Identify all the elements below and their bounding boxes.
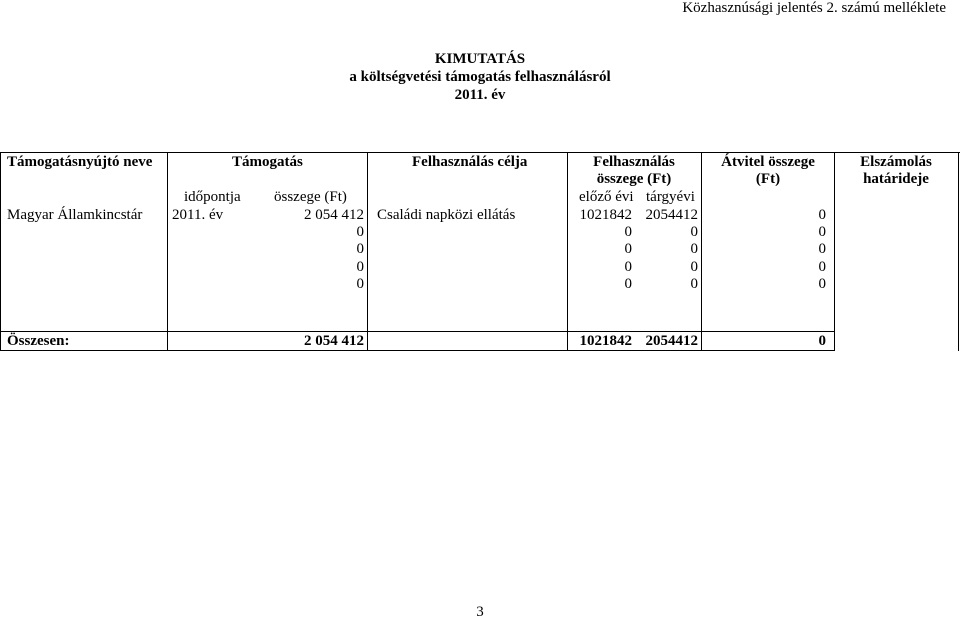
row2-previous: 0 [624,224,632,240]
row1-current: 2054412 [645,207,698,223]
col-border-purpose [567,152,568,351]
document-reference: Közhasznúsági jelentés 2. számú melléklete [682,0,946,16]
subheader-previous-year: előző évi [579,189,634,205]
row2-current: 0 [690,224,698,240]
row1-purpose: Családi napközi ellátás [377,207,516,223]
row3-previous: 0 [624,241,632,257]
header-purpose: Felhasználás célja [412,154,528,170]
total-previous: 1021842 [579,333,632,349]
header-transfer-amount: Átvitel összege (Ft) [721,154,815,187]
row1-transfer: 0 [818,207,826,223]
total-row-top-border [0,331,834,332]
total-row-bottom-border [0,350,834,351]
col-border-transfer [834,152,835,351]
subheader-current-year: tárgyévi [646,189,695,205]
row2-amount: 0 [356,224,364,240]
col-border-usage [701,152,702,351]
row4-previous: 0 [624,259,632,275]
row5-current: 0 [690,276,698,292]
title-block [0,50,960,104]
row2-transfer: 0 [818,224,826,240]
header-donor: Támogatásnyújtó neve [7,154,153,170]
row1-previous: 1021842 [579,207,632,223]
row1-donor: Magyar Államkincstár [7,207,143,223]
row4-amount: 0 [356,259,364,275]
row5-amount: 0 [356,276,364,292]
total-amount: 2 054 412 [304,333,364,349]
col-border-donor [167,152,168,351]
total-label: Összesen: [7,333,70,349]
row4-current: 0 [690,259,698,275]
page-number: 3 [476,604,484,620]
row3-current: 0 [690,241,698,257]
title-line-3: 2011. év [454,87,506,103]
total-current: 2054412 [645,333,698,349]
title-line-1: KIMUTATÁS [434,51,526,67]
row1-date: 2011. év [172,207,224,223]
row3-amount: 0 [356,241,364,257]
table-top-border [0,152,960,153]
col-border-amount [367,152,368,351]
col-border-right [958,152,959,351]
header-usage-amount: Felhasználás összege (Ft) [593,154,675,187]
row5-transfer: 0 [818,276,826,292]
row3-transfer: 0 [818,241,826,257]
header-deadline: Elszámolás határideje [860,154,932,187]
row5-previous: 0 [624,276,632,292]
row1-amount: 2 054 412 [304,207,364,223]
row4-transfer: 0 [818,259,826,275]
header-support: Támogatás [232,154,303,170]
subheader-date: időpontja [184,189,241,205]
subheader-amount: összege (Ft) [274,189,347,205]
title-line-2: a költségvetési támogatás felhasználásról [349,69,611,85]
col-border-left [0,152,1,351]
total-transfer: 0 [818,333,826,349]
